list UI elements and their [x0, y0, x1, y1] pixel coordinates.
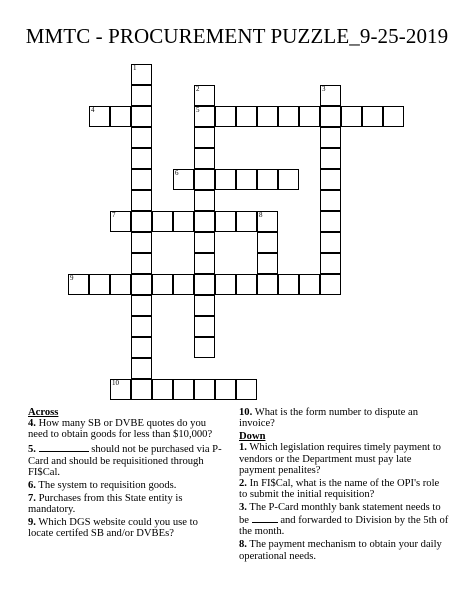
grid-cell[interactable] — [257, 169, 278, 190]
grid-cell[interactable] — [278, 106, 299, 127]
grid-cell[interactable] — [152, 274, 173, 295]
grid-cell[interactable] — [194, 379, 215, 400]
grid-cell[interactable] — [236, 211, 257, 232]
grid-cell[interactable] — [131, 106, 152, 127]
grid-cell[interactable] — [257, 211, 278, 232]
grid-cell[interactable] — [194, 169, 215, 190]
grid-cell[interactable] — [194, 274, 215, 295]
clue-text: How many SB or DVBE quotes do you need to obtain goods for less than $10,000? — [28, 418, 213, 441]
grid-cell[interactable] — [131, 148, 152, 169]
clue-number: 5. — [28, 444, 36, 456]
clue-across-9 — [28, 517, 224, 539]
clue-across-5 — [28, 442, 224, 478]
grid-cell[interactable] — [131, 274, 152, 295]
grid-cell[interactable] — [131, 85, 152, 106]
grid-cell[interactable] — [131, 253, 152, 274]
grid-cell[interactable] — [215, 211, 236, 232]
grid-cell[interactable] — [89, 106, 110, 127]
clue-number: 2. — [239, 477, 247, 489]
clue-across-4 — [28, 418, 224, 440]
answer-blank — [252, 513, 278, 523]
grid-cell[interactable] — [131, 295, 152, 316]
clue-text: Purchases from this State entity is mandatory. — [28, 492, 183, 516]
clue-number: 9. — [28, 517, 36, 529]
grid-cell[interactable] — [320, 148, 341, 169]
cell-number: 1 — [133, 64, 137, 72]
grid-cell[interactable] — [362, 106, 383, 127]
clue-text: In FI$Cal, what is the name of the OPI's role to submit the initial requisition? — [239, 477, 440, 501]
grid-cell[interactable] — [194, 127, 215, 148]
down-heading: Down — [239, 431, 266, 443]
clue-text: and forwarded to Division by the 5th of the month. — [239, 515, 449, 538]
clue-text: The P-Card monthly bank statement needs to be — [239, 502, 441, 527]
grid-cell[interactable] — [320, 253, 341, 274]
cell-number: 5 — [196, 106, 200, 114]
grid-cell[interactable] — [152, 211, 173, 232]
cell-number: 4 — [91, 106, 95, 114]
grid-cell[interactable] — [194, 106, 215, 127]
clue-number: 10. — [239, 407, 253, 418]
grid-cell[interactable] — [320, 106, 341, 127]
grid-cell[interactable] — [194, 316, 215, 337]
clue-across-10 — [239, 407, 449, 429]
clue-down-8 — [239, 539, 449, 561]
clue-number: 8. — [239, 539, 247, 551]
clues-column-right — [239, 407, 449, 564]
cell-number: 8 — [259, 211, 263, 219]
clue-across-6 — [28, 480, 224, 491]
clue-text: What is the form number to dispute an invoice? — [239, 407, 419, 430]
grid-cell[interactable] — [299, 106, 320, 127]
grid-cell[interactable] — [89, 274, 110, 295]
cell-number: 6 — [175, 169, 179, 177]
clue-down-2 — [239, 478, 449, 500]
grid-cell[interactable] — [215, 379, 236, 400]
cell-number: 9 — [70, 274, 74, 282]
grid-cell[interactable] — [131, 127, 152, 148]
grid-cell[interactable] — [173, 211, 194, 232]
cell-number: 2 — [196, 85, 200, 93]
grid-cell[interactable] — [257, 106, 278, 127]
cell-number: 7 — [112, 211, 116, 219]
grid-cell[interactable] — [131, 169, 152, 190]
grid-cell[interactable] — [110, 379, 131, 400]
grid-cell[interactable] — [194, 337, 215, 358]
clue-text: Which DGS website could you use to locate certifed SB and/or DVBEs? — [28, 517, 198, 540]
clue-text: The payment mechanism to obtain your daily operational needs. — [239, 539, 442, 562]
clue-down-1 — [239, 442, 449, 476]
grid-cell[interactable] — [320, 274, 341, 295]
grid-cell[interactable] — [131, 337, 152, 358]
grid-cell[interactable] — [194, 85, 215, 106]
grid-cell[interactable] — [131, 358, 152, 379]
grid-cell[interactable] — [320, 190, 341, 211]
grid-cell[interactable] — [194, 148, 215, 169]
grid-cell[interactable] — [278, 169, 299, 190]
cell-number: 10 — [112, 379, 119, 387]
grid-cell[interactable] — [68, 274, 89, 295]
grid-cell[interactable] — [236, 169, 257, 190]
grid-cell[interactable] — [194, 295, 215, 316]
grid-cell[interactable] — [110, 106, 131, 127]
clue-text: should not be purchased via P-Card and should be requisitioned through FI$Cal. — [28, 444, 222, 478]
clue-text: The system to requisition goods. — [38, 479, 177, 491]
clue-number: 6. — [28, 479, 36, 491]
grid-cell[interactable] — [299, 274, 320, 295]
grid-cell[interactable] — [194, 211, 215, 232]
grid-cell[interactable] — [110, 211, 131, 232]
grid-cell[interactable] — [236, 379, 257, 400]
grid-cell[interactable] — [173, 169, 194, 190]
grid-cell[interactable] — [131, 211, 152, 232]
grid-cell[interactable] — [278, 274, 299, 295]
grid-cell[interactable] — [236, 106, 257, 127]
grid-cell[interactable] — [110, 274, 131, 295]
clue-text: Which legislation requires timely payment to vendors or the Department must pay late payment penalites? — [239, 442, 441, 476]
grid-cell[interactable] — [215, 106, 236, 127]
grid-cell[interactable] — [215, 169, 236, 190]
grid-cell[interactable] — [320, 169, 341, 190]
grid-cell[interactable] — [236, 274, 257, 295]
cell-number: 3 — [322, 85, 326, 93]
grid-cell[interactable] — [320, 232, 341, 253]
grid-cell[interactable] — [194, 253, 215, 274]
grid-cell[interactable] — [131, 64, 152, 85]
grid-cell[interactable] — [383, 106, 404, 127]
clue-number: 4. — [28, 418, 36, 430]
grid-cell[interactable] — [257, 253, 278, 274]
clue-down-3 — [239, 502, 449, 538]
grid-cell[interactable] — [131, 379, 152, 400]
puzzle-title: MMTC - PROCUREMENT PUZZLE_9-25-2019 — [25, 24, 449, 48]
grid-cell[interactable] — [173, 379, 194, 400]
grid-cell[interactable] — [341, 106, 362, 127]
grid-cell[interactable] — [257, 274, 278, 295]
across-heading: Across — [28, 407, 59, 418]
answer-blank — [39, 442, 89, 452]
grid-cell[interactable] — [257, 232, 278, 253]
clue-number: 7. — [28, 492, 36, 504]
grid-cell[interactable] — [320, 127, 341, 148]
grid-cell[interactable] — [194, 232, 215, 253]
clue-number: 1. — [239, 442, 247, 454]
grid-cell[interactable] — [131, 232, 152, 253]
grid-cell[interactable] — [320, 211, 341, 232]
grid-cell[interactable] — [152, 379, 173, 400]
clue-across-7 — [28, 493, 224, 515]
grid-cell[interactable] — [131, 316, 152, 337]
grid-cell[interactable] — [173, 274, 194, 295]
grid-cell[interactable] — [320, 85, 341, 106]
clue-number: 3. — [239, 502, 247, 514]
grid-cell[interactable] — [194, 190, 215, 211]
grid-cell[interactable] — [215, 274, 236, 295]
clues-column-left — [28, 407, 224, 541]
grid-cell[interactable] — [131, 190, 152, 211]
